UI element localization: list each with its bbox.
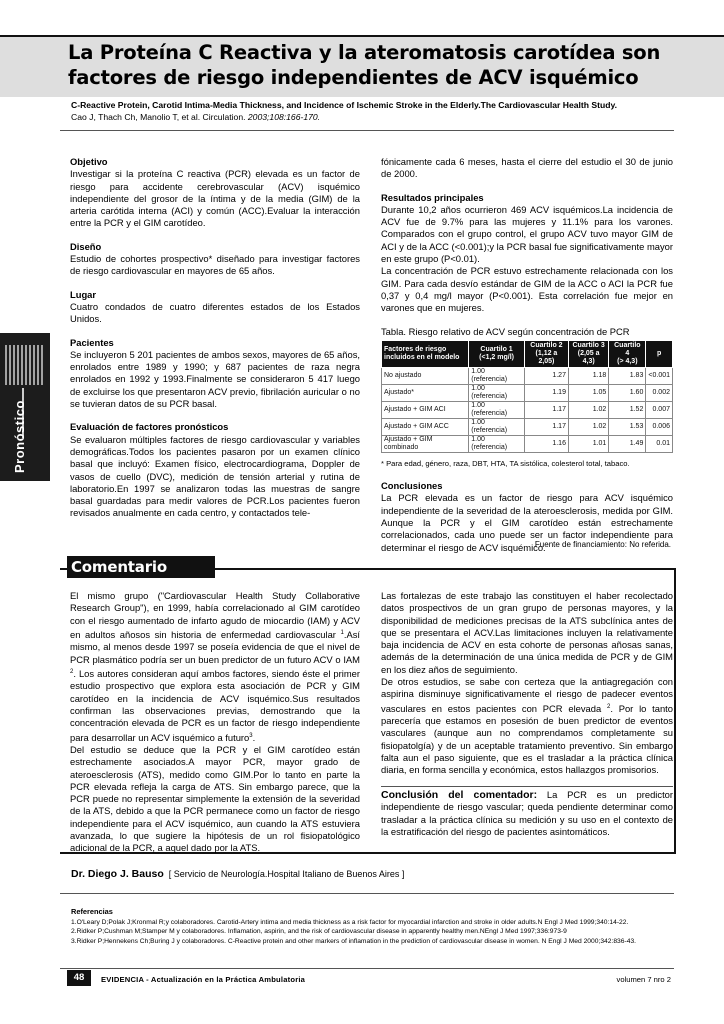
conclusiones-text: La PCR elevada es un factor de riesgo para ACV isquémico independiente de la severidad de la ateroesclerosis, medida por GIM. Aunque la PCR y el GIM carotídeo están estrechamente correlacionados, cada uno puede ser un factor independiente para determinar el riesgo de ACV isquémico. — [381, 492, 673, 553]
table-cell: 1.00 (referencia) — [469, 384, 525, 401]
table-note: * Para edad, género, raza, DBT, HTA, TA sistólica, colesterol total, tabaco. — [381, 458, 630, 468]
author-name: Dr. Diego J. Bauso — [71, 868, 164, 880]
table-cell: 1.53 — [609, 418, 646, 435]
table-cell: 0.006 — [646, 418, 673, 435]
author-divider — [60, 893, 674, 894]
table-header-cell: Cuartilo 4 (> 4,3) — [609, 340, 646, 367]
table-cell: 1.18 — [568, 367, 608, 384]
table-cell: 1.52 — [609, 401, 646, 418]
table-cell: Ajustado* — [382, 384, 469, 401]
table-header-cell: Cuartilo 1 (<1,2 mg/l) — [469, 340, 525, 367]
table-cell: 1.00 (referencia) — [469, 401, 525, 418]
table-row — [382, 384, 673, 401]
comment-right-column — [381, 590, 673, 777]
comment-right-paragraph-2: De otros estudios, se sabe con certeza que la antiagregación con aspirina disminuye significativamente el riesgo de padecer eventos vasculares en estos pacientes con PCR elevada $^2$. Por lo tanto parecería que estamos en posesión de buen predictor de eventos vasculares (aunque aun no comprendamos completamente su fisiopatolgía) y de un aceptable tratamiento preventivo. Sin embargo falta aun el paso siguiente, que es el trasladar a la práctica clínica diaria, en forma sencilla y económica, estos hallazgos promisorios. — [381, 676, 674, 776]
table-cell: Ajustado + GIM ACI — [382, 401, 469, 418]
table-cell: 1.05 — [568, 384, 608, 401]
table-header-cell: Cuartilo 3 (2,05 a 4,3) — [568, 340, 608, 367]
references — [71, 907, 691, 946]
source-article-title: C-Reactive Protein, Carotid Intima-Media Thickness, and Incidence of Ischemic Stroke in the Elderly.The Cardiovascular Health Study. — [71, 100, 618, 110]
diseno-heading: Diseño — [70, 240, 102, 252]
journal-name: EVIDENCIA - Actualización en la Práctica Ambulatoria — [101, 975, 306, 984]
table-cell: 1.60 — [609, 384, 646, 401]
pacientes-text: Se incluyeron 5 201 pacientes de ambos sexos, mayores de 65 años, enrolados entre 1989 y 1990; y 687 pacientes de raza negra enrolados en 1992 y 1993.Finalmente se consideraron 5 417 luego de excluirse los que presentaron ACV previo, fibrilación auricular o no se tuvieran datos de su PCR basal. — [70, 348, 360, 410]
lugar-text: Cuatro condados de cuatro diferentes estados de los Estados Unidos. — [70, 300, 360, 325]
table-cell: 1.00 (referencia) — [469, 418, 525, 435]
section-sidebar — [0, 333, 50, 481]
conclusion-label: Conclusión del comentador: — [381, 789, 538, 801]
table-cell: 1.02 — [568, 418, 608, 435]
table-cell: 0.01 — [646, 435, 673, 452]
author-line — [71, 868, 404, 880]
table-cell: 0.007 — [646, 401, 673, 418]
table-row — [382, 401, 673, 418]
comment-left-paragraph-1: El mismo grupo ("Cardiovascular Health Study Collaborative Research Group"), en 1999, había correlacionado al GIM carotídeo con el riesgo aumentado de infarto agudo de miocardio (IAM) y ACV en adultos añosos sin historia de enfermedad cardiovascular $^1$.Así mismo, al menos desde 1997 se poseía evidencia de que el nivel de PCR plasmático podría ser un buen predictor de un futuro ACV o IAM $^2$. Los autores consideran aquí ambos factores, siendo éste el primer estudio prospectivo que explora esta asociación de PCR y GIM carotídeo en la incidencia de ACV isquémico.Sus resultados confirman las observaciones previas, demostrando que la concentración elevada de PCR es un factor de riesgo independiente para desarrollar un ACV isquémico a futuro$^3$. — [70, 590, 360, 743]
right-column — [381, 156, 673, 565]
table-cell: No ajustado — [382, 367, 469, 384]
comment-heading: Comentario — [71, 558, 167, 576]
references-heading: Referencias — [71, 907, 113, 916]
source-reference: 2003;108:166-170. — [247, 112, 321, 122]
table-header-cell: Cuartilo 2 (1,12 a 2,05) — [524, 340, 568, 367]
funding-note: Fuente de financiamiento: No referida. — [534, 540, 671, 549]
footer-divider — [60, 968, 674, 969]
header-divider — [60, 130, 674, 131]
table-cell: 1.83 — [609, 367, 646, 384]
table-cell: 1.17 — [524, 418, 568, 435]
resultados-heading: Resultados principales — [381, 191, 484, 203]
conclusiones-heading: Conclusiones — [381, 480, 443, 492]
table-cell: 1.00 (referencia) — [469, 435, 525, 452]
reference-item: 3.Ridker P;Hennekens Ch;Buring J y colaboradores. C-Reactive protein and other markers of inflamation in the prediction of cardiovascular disease in women. N Engl J Med 2000;342:836-43. — [71, 937, 637, 945]
commentator-conclusion — [381, 789, 673, 838]
table-row — [382, 367, 673, 384]
conclusion-divider — [381, 786, 673, 787]
conclusion-text: La PCR es un predictor independiente de riesgo vascular; queda pendiente determinar como trasladar a la práctica clínica su medición y su uso en el contexto de la estratificación del riesgo de pacientes asintomáticos. — [381, 789, 674, 837]
left-column — [70, 156, 360, 531]
journal-volume: volumen 7 nro 2 — [616, 975, 671, 984]
table-cell: 1.27 — [524, 367, 568, 384]
lugar-heading: Lugar — [70, 288, 97, 300]
resultados-text-2: La concentración de PCR estuvo estrechamente relacionada con los GIM. Para cada desvío estándar de GIM de la ACC o ACI la PCR fue 0,37 y 0,4 mg/l mayor (P<0.001). Esta correlación fue mejor en varones que en mujeres. — [381, 265, 673, 314]
table-cell: 1.17 — [524, 401, 568, 418]
resultados-text-1: Durante 10,2 años ocurrieron 469 ACV isquémicos.La incidencia de ACV fue de 9.7% para las mujeres y 11.1% para los varones. Comparados con el grupo control, el grupo ACV tuvo mayor GIM de ACI y de la ACC (<0.001);y la PCR basal fue significativamente mayor en este grupo (P<0.01). — [381, 203, 673, 265]
table-header-cell: p — [646, 340, 673, 367]
table-cell: 1.00 (referencia) — [469, 367, 525, 384]
table-cell: 1.02 — [568, 401, 608, 418]
sidebar-grid-graphic — [5, 345, 45, 385]
table-cell: 0.002 — [646, 384, 673, 401]
risk-table — [381, 340, 673, 453]
table-row — [382, 435, 673, 452]
table-cell: 1.49 — [609, 435, 646, 452]
sidebar-section-label: Pronóstico — [12, 400, 27, 473]
table-cell: 1.16 — [524, 435, 568, 452]
table-cell: Ajustado + GIM combinado — [382, 435, 469, 452]
page-title: La Proteína C Reactiva y la ateromatosis carotídea son factores de riesgo independientes de ACV isquémico — [68, 41, 661, 89]
table-row — [382, 418, 673, 435]
page-number: 48 — [67, 970, 91, 986]
table-cell: <0.001 — [646, 367, 673, 384]
table-cell: 1.01 — [568, 435, 608, 452]
table-cell: Ajustado + GIM ACC — [382, 418, 469, 435]
table-header-row — [382, 340, 673, 367]
diseno-text: Estudio de cohortes prospectivo* diseñado para investigar factores de riesgo cardiovascular en mayores de 65 años. — [70, 253, 360, 277]
source-citation: Cao J, Thach Ch, Manolio T, et al. Circulation. 2003;108:166-170. — [71, 112, 321, 122]
author-affiliation: [ Servicio de Neurología.Hospital Italiano de Buenos Aires ] — [168, 869, 405, 879]
pacientes-heading: Pacientes — [70, 336, 114, 348]
evaluacion-text: Se evaluaron múltiples factores de riesgo cardiovascular y variables demográficas.Todos los pacientes pasaron por un examen clínico basal que incluyó: Examen físico, electrocardiograma, Doppler de vasos de cuello (DVC), medición de tensión arterial y rutina de laboratorio.En 1997 se analizaron todas las muestras de sangre basal guardadas para medir valores de PCR.Los pacientes fueron revisados anualmente en cada centro, y contactados tele- — [70, 433, 360, 519]
comment-left-paragraph-2: Del estudio se deduce que la PCR y el GIM carotídeo están estrechamente asociados.A mayor PCR, mayor grado de ateroesclerosis (ATS), medido como GIM.Por lo tanto en parte la PCR elevada refleja la carga de ATS. Sin embargo parece, que la PCR puede no representar simplemente la extensión de la severidad de la ATS, debido a que la PCR permanece como un factor de riesgo independiente para el ACV isquémico, aun cuando la ATS estuviera avanzada, lo que sugiere la hipótesis de un rol fisiopatológico adicional de la PCR, a aquel dado por la ATS. — [70, 743, 360, 854]
comment-right-paragraph-1: Las fortalezas de este trabajo las constituyen el haber recolectado datos prospectivos de un gran grupo de personas mayores, y la disponibilidad de mediciones precisas de la ATS subclínica antes de que se presentara el ACV.Las limitaciones incluyen la relativamente baja incidencia de ACV en esta cohorte de personas añosas sanas, además de la determinación de una única medida de PCR y de GIM en los diez años de seguimiento. — [381, 590, 673, 675]
reference-item: 2.Ridker P;Cushman M;Stamper M y colaboradores. Inflamation, aspirin, and the risk of cardiovascular disease in apparently healthy men.NEngl J Med 1997;336:973-9 — [71, 928, 567, 935]
reference-item: 1.O'Leary D;Polak J;Kronmal R;y colaboradores. Carotid-Artery intima and media thickness as a risk factor for myocardial infarction and stroke in older adults.N Engl J Med 1999;340:14-22. — [71, 918, 629, 926]
objetivo-text: Investigar si la proteína C reactiva (PCR) elevada es un factor de riesgo para accidente cerebrovascular (ACV) isquémico independiente del grosor de la íntima y de la media (GIM) de la arteria carótida interna (ACI) y común (ACC).Evaluar la interacción entre la PCR y el GIM carotídeo. — [70, 168, 360, 229]
objetivo-heading: Objetivo — [70, 156, 108, 167]
table-header-cell: Factores de riesgo incluidos en el modelo — [382, 340, 469, 367]
continued-text: fónicamente cada 6 meses, hasta el cierre del estudio el 30 de junio de 2000. — [381, 156, 673, 180]
comment-left-column — [70, 590, 360, 855]
evaluacion-heading: Evaluación de factores pronósticos — [70, 421, 229, 433]
table-caption: Tabla. Riesgo relativo de ACV según concentración de PCR — [381, 325, 630, 337]
table-cell: 1.19 — [524, 384, 568, 401]
